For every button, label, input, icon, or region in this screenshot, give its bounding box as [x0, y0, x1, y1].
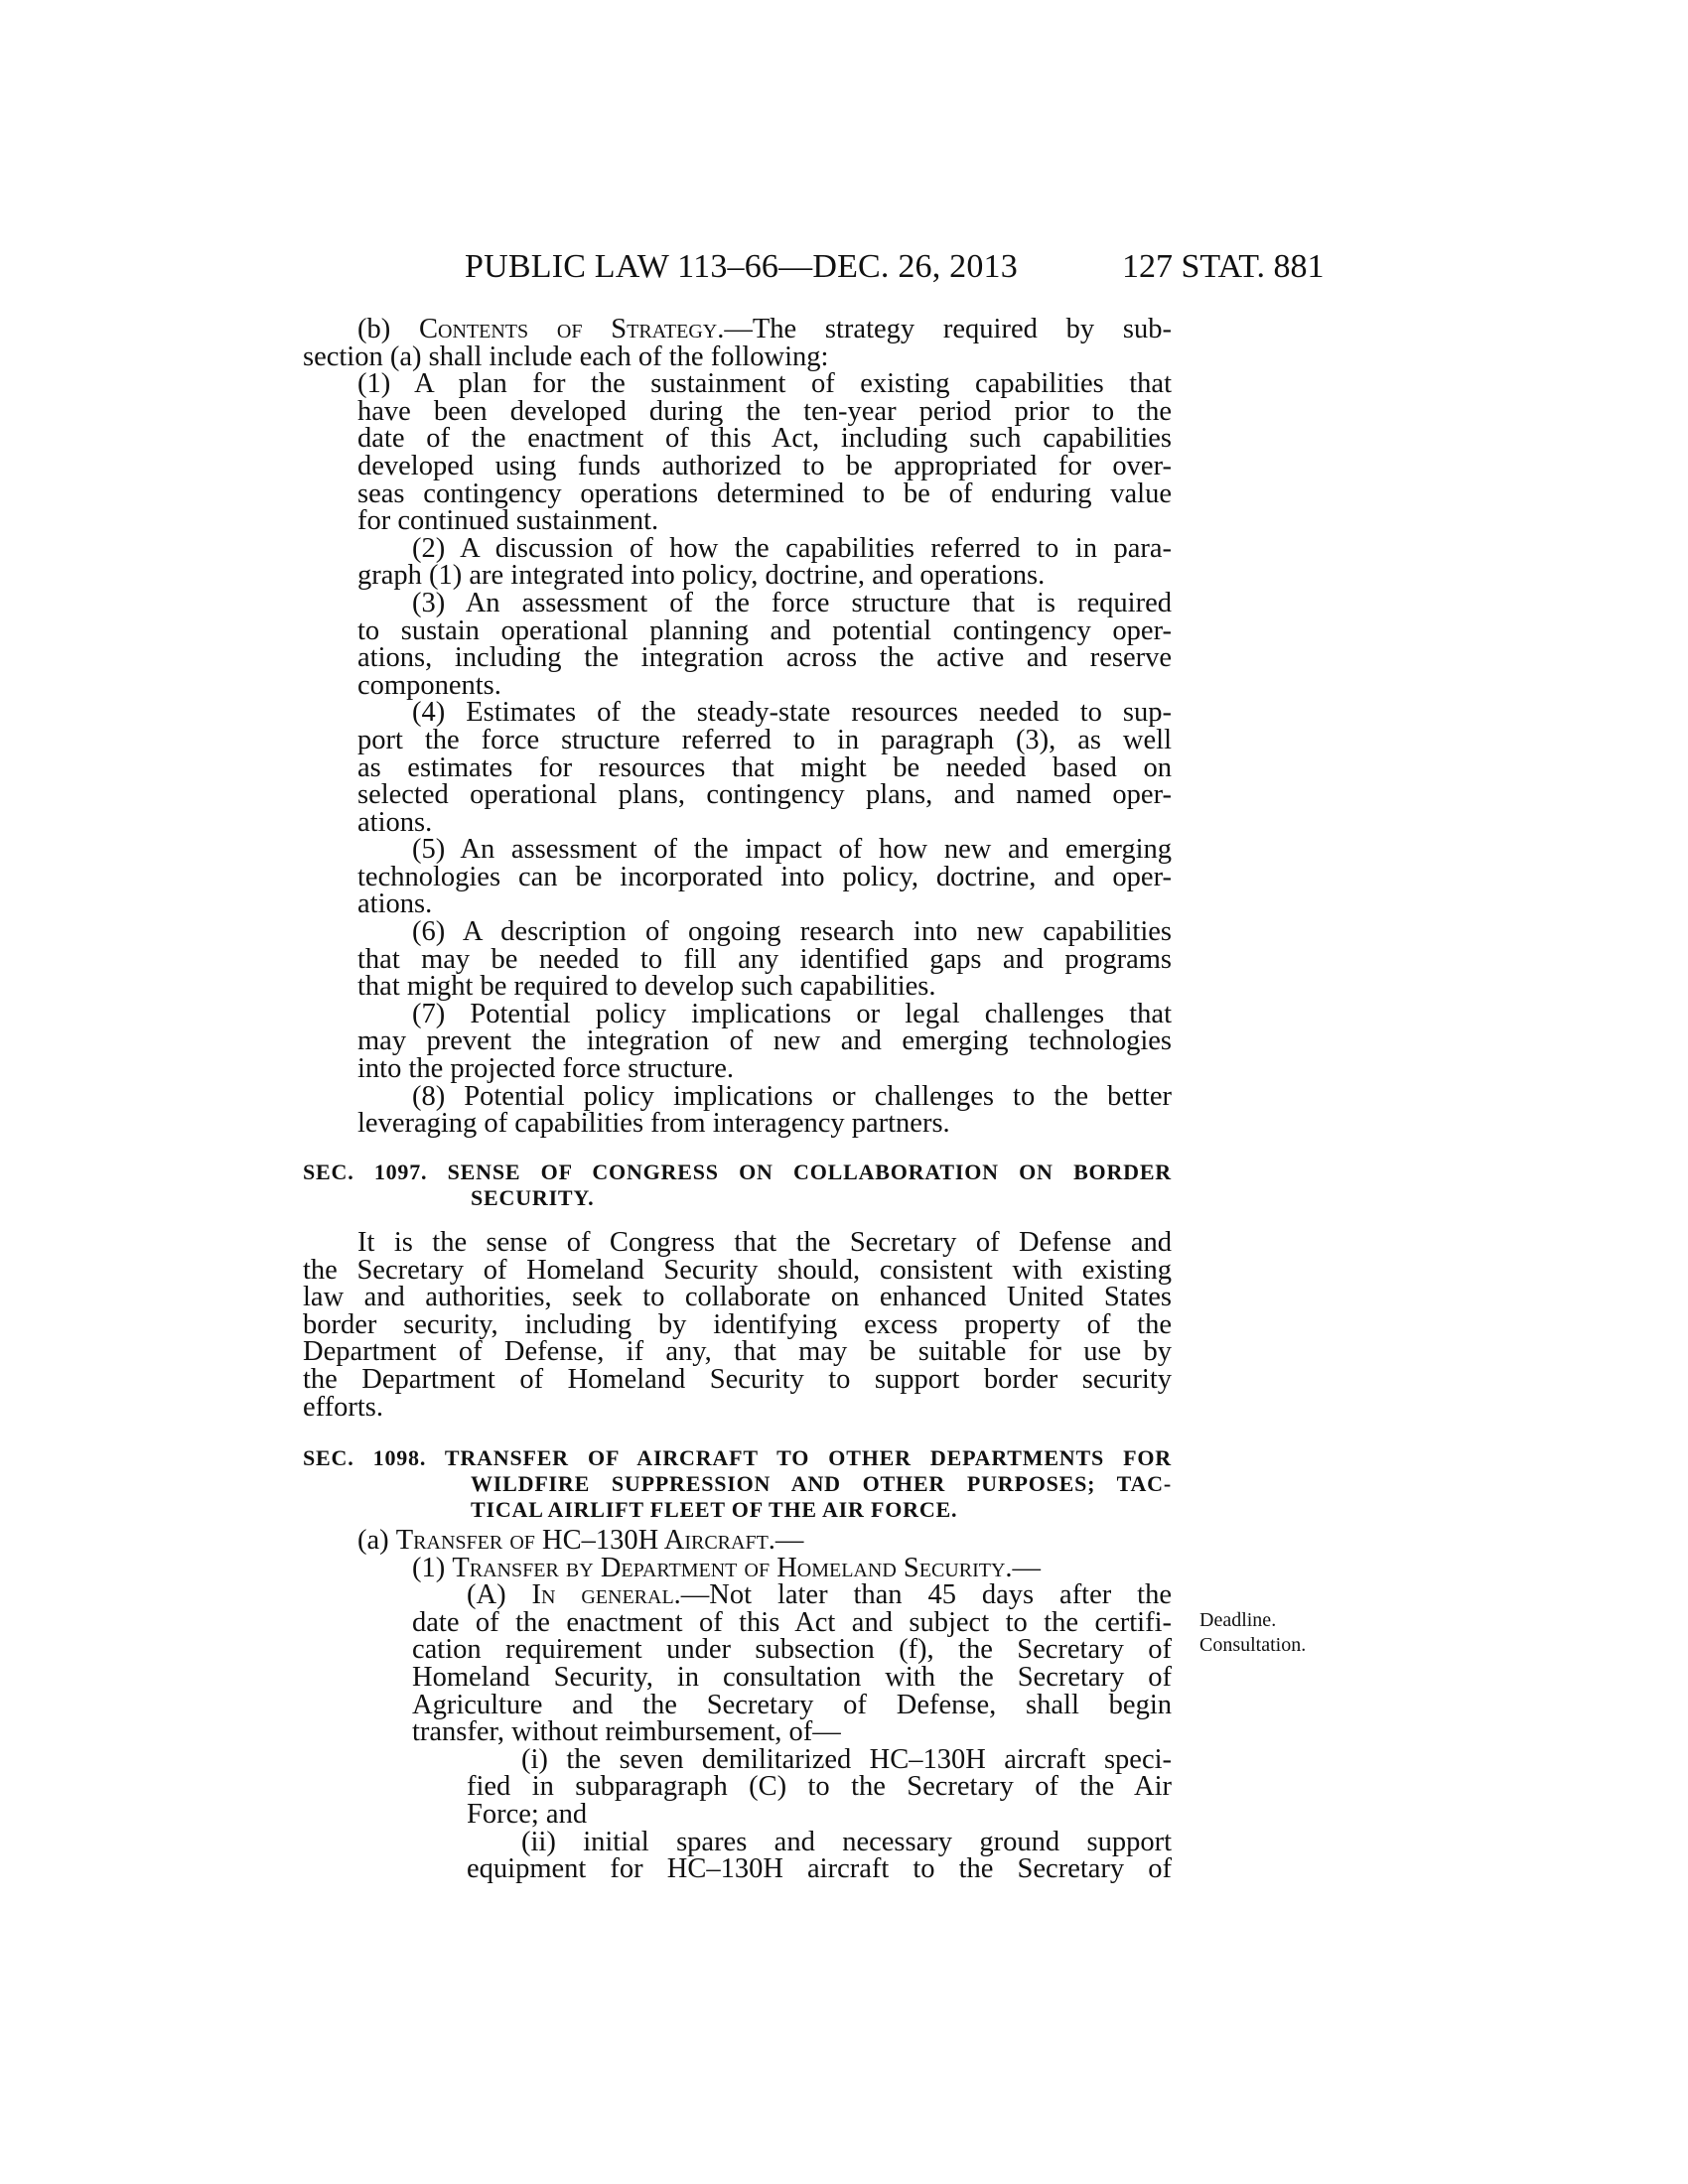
paragraph-1-heading: (1) Transfer by Department of Homeland Security.—: [412, 1552, 1042, 1583]
paragraph-8: (8) Potential policy implications or challenges to the better leveraging of capabilities from interagency partners.: [357, 1080, 1172, 1140]
section-1098-heading: SEC. 1098. TRANSFER OF AIRCRAFT TO OTHER DEPARTMENTS FOR WILDFIRE SUPPRESSION AND OTHER PURPOSES; TAC- TICAL AIRLIFT FLEET OF THE AIR FORCE.: [303, 1445, 1172, 1522]
margin-note-consultation: Consultation.: [1199, 1634, 1307, 1656]
section-1097-body: It is the sense of Congress that the Secretary of Defense and the Secretary of Homeland Security should, consistent with existing law and authorities, seek to collaborate on enhanced United States border security, including by identifying excess property of the Department of Defense, if any, that may be suitable for use by the Department of Homeland Security to support border security efforts.: [303, 1227, 1172, 1423]
paragraph-2: (2) A discussion of how the capabilities referred to in para- graph (1) are integrated into policy, doctrine, and operations.: [357, 532, 1172, 592]
subsection-a-heading: (a) Transfer of HC–130H Aircraft.—: [357, 1525, 804, 1556]
paragraph-6: (6) A description of ongoing research into new capabilities that may be needed to fill any identified gaps and programs that might be required to develop such capabilities.: [357, 916, 1172, 1003]
paragraph-3: (3) An assessment of the force structure that is required to sustain operational planning and potential contingency oper- ations, including the integration across the active and reserve components.: [357, 587, 1172, 701]
subsection-b-line-2: section (a) shall include each of the following:: [303, 341, 829, 372]
clause-i-line-1: (i) the seven demilitarized HC–130H aircraft speci-: [521, 1743, 1172, 1775]
paragraph-7: (7) Potential policy implications or legal challenges that may prevent the integration of new and emerging technologies into the projected force structure.: [357, 998, 1172, 1085]
subsection-b-contents-of-strategy: [303, 316, 1172, 1138]
running-header-page-number: 127 STAT. 881: [1122, 248, 1325, 285]
subparagraph-A-line-1: (A) In general.—Not later than 45 days after the: [467, 1579, 1172, 1611]
paragraph-1: (1) A plan for the sustainment of existing capabilities that have been developed during the ten-year period prior to the date of the enactment of this Act, including such capabilities developed using funds authorized to be appropriated for over- seas contingency operations determined to be of enduring value for continued sustainment.: [357, 368, 1172, 537]
subsection-b-line-1: (b) Contents of Strategy.—The strategy required by sub-: [357, 314, 1172, 344]
paragraph-5: (5) An assessment of the impact of how new and emerging technologies can be incorporated into policy, doctrine, and oper- ations.: [357, 834, 1172, 920]
clause-ii-line-1: (ii) initial spares and necessary ground support: [521, 1826, 1172, 1857]
running-header-title: PUBLIC LAW 113–66—DEC. 26, 2013: [465, 248, 1018, 285]
section-1097-heading: SEC. 1097. SENSE OF CONGRESS ON COLLABORATION ON BORDER SECURITY.: [303, 1160, 1172, 1210]
margin-note-deadline: Deadline.: [1199, 1609, 1277, 1631]
section-1098-body: (a) Transfer of HC–130H Aircraft.— (1) Transfer by Department of Homeland Security.— (A) In general.—Not later than 45 days after the date of the enactment of this Act and subject to the certifi- cation requirement under subsection (f), the Secretary of Homeland Security, in consultation with the Secretary of Agriculture and the Secretary of Defense, shall begin transfer, without reimbursement, of— (i) the seven demilitarized HC–130H aircraft speci- fied in subparagraph (C) to the Secretary of the Air Force; and (ii) initial spares and necessary ground support equipment for HC–130H aircraft to the Secretary of: [303, 1527, 1172, 1883]
paragraph-4: (4) Estimates of the steady-state resources needed to sup- port the force structure referred to in paragraph (3), as well as estimates for resources that might be needed based on selected operational plans, contingency plans, and named oper- ations.: [357, 697, 1172, 838]
